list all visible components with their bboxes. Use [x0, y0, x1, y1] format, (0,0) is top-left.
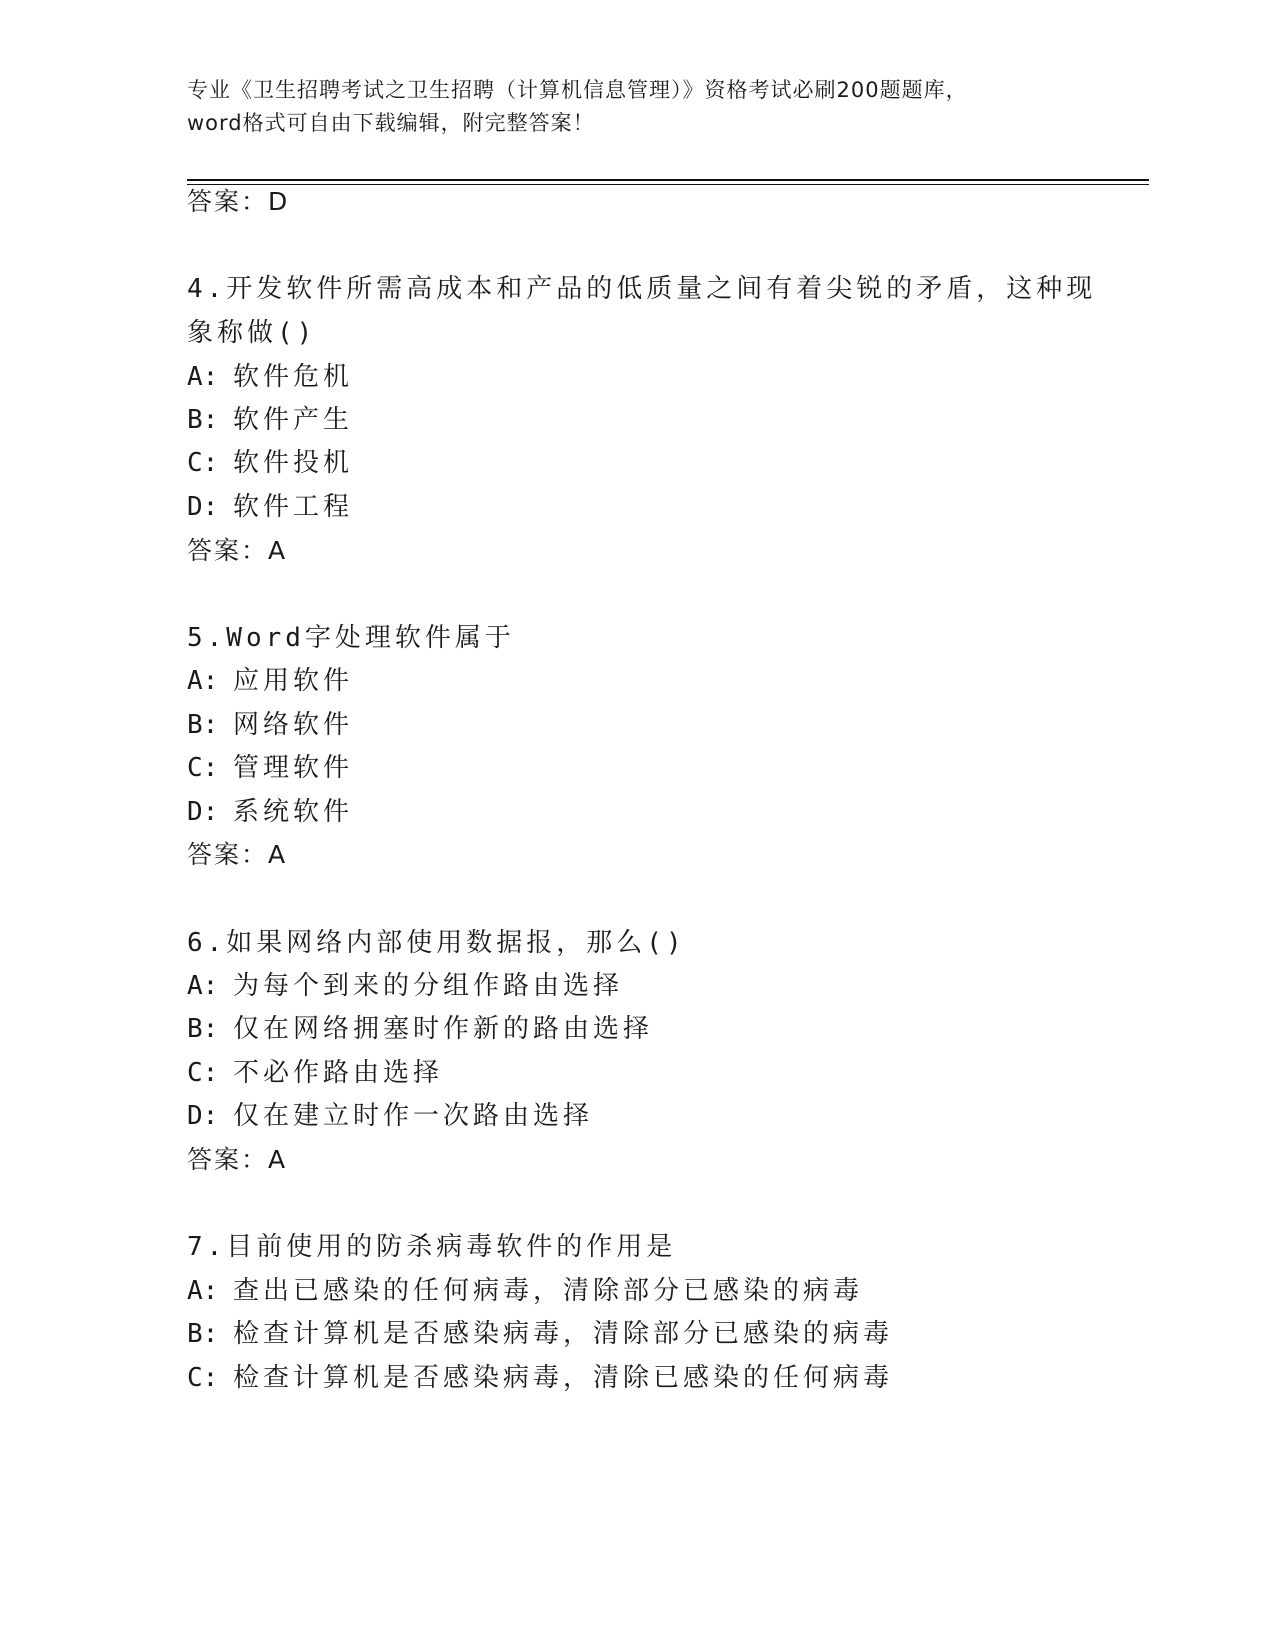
question-4-stem-line-2: 象称做(): [187, 318, 317, 348]
option-letter: B:: [187, 1014, 219, 1044]
option-letter: A:: [187, 666, 219, 696]
header-divider-thin: [187, 184, 1149, 185]
option-letter: C:: [187, 1058, 219, 1088]
option-text: 检查计算机是否感染病毒，清除部分已感染的病毒: [233, 1319, 894, 1349]
option-letter: A:: [187, 971, 219, 1001]
question-4-option-d: [187, 490, 353, 524]
question-7-option-a: [187, 1274, 863, 1308]
option-text: 系统软件: [233, 797, 354, 827]
question-6-option-c: [187, 1056, 443, 1090]
option-letter: D:: [187, 797, 219, 827]
question-7-stem: 7.目前使用的防杀病毒软件的作用是: [187, 1232, 677, 1262]
question-6-answer: 答案：A: [187, 1145, 288, 1174]
option-text: 查出已感染的任何病毒，清除部分已感染的病毒: [233, 1276, 864, 1306]
option-text: 管理软件: [233, 753, 354, 783]
question-7-option-b: [187, 1317, 893, 1351]
option-letter: C:: [187, 753, 219, 783]
option-letter: C:: [187, 448, 219, 478]
option-letter: B:: [187, 1319, 219, 1349]
option-text: 应用软件: [233, 666, 354, 696]
header-divider-thick: [187, 179, 1149, 181]
question-6-option-a: [187, 969, 623, 1003]
option-letter: D:: [187, 492, 219, 522]
option-text: 软件工程: [233, 492, 354, 522]
question-5-stem: 5.Word字处理软件属于: [187, 623, 515, 653]
option-text: 软件产生: [233, 405, 354, 435]
option-text: 软件危机: [233, 362, 354, 392]
option-letter: D:: [187, 1101, 219, 1131]
option-letter: C:: [187, 1363, 219, 1393]
question-5-option-b: [187, 708, 353, 742]
option-letter: B:: [187, 405, 219, 435]
question-5-option-d: [187, 795, 353, 829]
header-line-2: word格式可自由下载编辑，附完整答案！: [187, 111, 595, 135]
question-4-answer: 答案：A: [187, 536, 288, 565]
option-text: 不必作路由选择: [233, 1058, 444, 1088]
question-4-option-a: [187, 360, 353, 394]
question-5-answer: 答案：A: [187, 840, 288, 869]
document-header: [187, 74, 1147, 140]
header-line-1: 专业《卫生招聘考试之卫生招聘（计算机信息管理）》资格考试必刷200题题库，: [187, 78, 968, 102]
question-6-option-d: [187, 1099, 593, 1133]
option-text: 仅在建立时作一次路由选择: [233, 1101, 594, 1131]
option-text: 为每个到来的分组作路由选择: [233, 971, 624, 1001]
question-4-stem-line-1: 4.开发软件所需高成本和产品的低质量之间有着尖锐的矛盾，这种现: [187, 274, 1097, 304]
question-5-option-a: [187, 664, 353, 698]
option-letter: A:: [187, 1276, 219, 1306]
option-text: 软件投机: [233, 448, 354, 478]
option-letter: B:: [187, 710, 219, 740]
question-6-stem: 6.如果网络内部使用数据报，那么(): [187, 928, 686, 958]
option-text: 网络软件: [233, 710, 354, 740]
question-5-option-c: [187, 751, 353, 785]
question-6-option-b: [187, 1012, 653, 1046]
question-4-option-c: [187, 446, 353, 480]
top-answer: 答案：D: [187, 187, 290, 216]
option-letter: A:: [187, 362, 219, 392]
question-7-option-c: [187, 1361, 893, 1395]
option-text: 仅在网络拥塞时作新的路由选择: [233, 1014, 654, 1044]
question-4-option-b: [187, 403, 353, 437]
option-text: 检查计算机是否感染病毒，清除已感染的任何病毒: [233, 1363, 894, 1393]
